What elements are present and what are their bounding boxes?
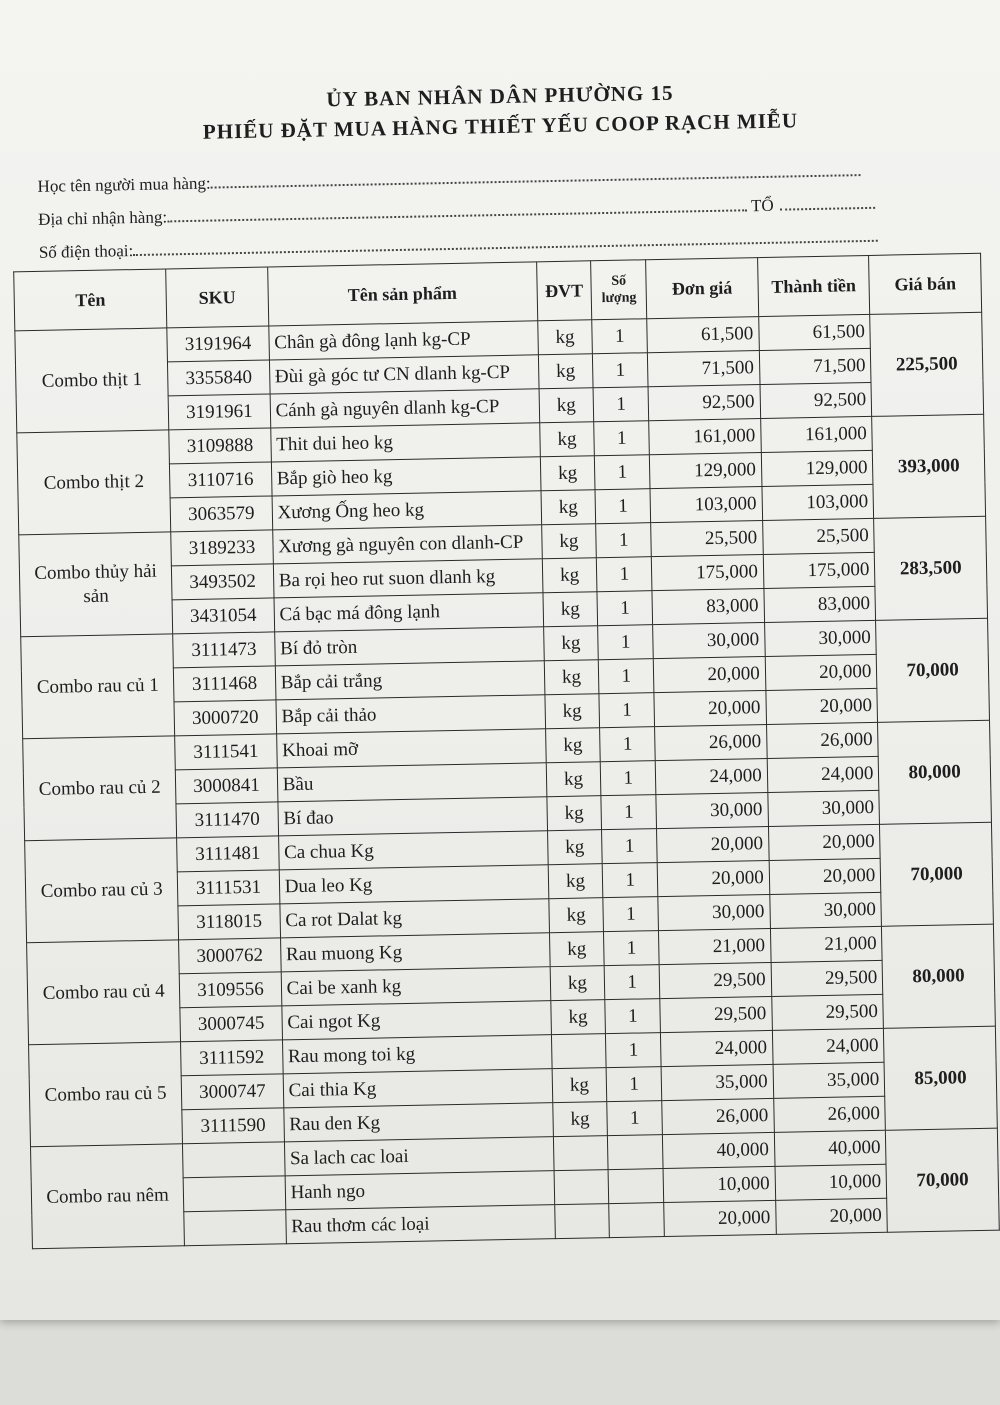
unit-price-cell: 29,500 bbox=[660, 996, 772, 1032]
amount-cell: 20,000 bbox=[775, 1198, 887, 1234]
sku-cell bbox=[184, 1210, 286, 1246]
product-name-cell: Dua leo Kg bbox=[279, 865, 548, 904]
header-sku: SKU bbox=[166, 267, 269, 328]
combo-sale-price-cell: 80,000 bbox=[882, 924, 996, 1028]
unit-price-cell: 20,000 bbox=[653, 657, 765, 693]
unit-price-cell: 29,500 bbox=[659, 962, 771, 998]
sku-cell: 3355840 bbox=[168, 360, 270, 396]
amount-cell: 29,500 bbox=[771, 960, 883, 996]
quantity-cell: 1 bbox=[600, 727, 655, 762]
issuer-title: ỦY BAN NHÂN DÂN PHƯỜNG 15 bbox=[326, 80, 674, 112]
unit-cell: kg bbox=[541, 524, 596, 559]
quantity-cell bbox=[609, 1203, 664, 1238]
form-title: PHIẾU ĐẶT MUA HÀNG THIẾT YẾU COOP RẠCH MIỄU bbox=[202, 108, 799, 144]
buyer-name-blank bbox=[210, 162, 860, 188]
combo-name-cell: Combo rau củ 2 bbox=[23, 736, 177, 841]
header-unit-price: Đơn giá bbox=[646, 258, 759, 319]
combo-sale-price-cell: 85,000 bbox=[884, 1026, 998, 1130]
sku-cell: 3118015 bbox=[178, 904, 280, 940]
product-name-cell: Xương gà nguyên con dlanh-CP bbox=[272, 525, 541, 564]
quantity-cell: 1 bbox=[606, 1067, 661, 1102]
sku-cell: 3109556 bbox=[179, 972, 281, 1008]
product-name-cell: Ca chua Kg bbox=[278, 831, 547, 870]
unit-price-cell: 175,000 bbox=[651, 555, 763, 591]
unit-price-cell: 30,000 bbox=[653, 623, 765, 659]
unit-price-cell: 103,000 bbox=[650, 487, 762, 523]
unit-price-cell: 20,000 bbox=[657, 860, 769, 896]
unit-price-cell: 92,500 bbox=[648, 385, 760, 421]
sku-cell bbox=[183, 1176, 285, 1212]
sku-cell: 3111470 bbox=[176, 802, 278, 838]
buyer-name-field bbox=[37, 161, 860, 197]
product-name-cell: Rau den Kg bbox=[283, 1103, 552, 1142]
quantity-cell bbox=[608, 1135, 663, 1170]
quantity-cell: 1 bbox=[596, 523, 651, 558]
header-qty: Số lượng bbox=[591, 260, 647, 320]
combo-sale-price-cell: 393,000 bbox=[872, 414, 986, 518]
unit-cell: kg bbox=[545, 728, 600, 763]
sku-cell: 3111592 bbox=[181, 1040, 283, 1076]
quantity-cell: 1 bbox=[603, 897, 658, 932]
product-name-cell: Ba rọi heo rut suon dlanh kg bbox=[273, 559, 542, 598]
quantity-cell: 1 bbox=[605, 999, 660, 1034]
quantity-cell: 1 bbox=[599, 659, 654, 694]
sku-cell: 3191961 bbox=[168, 394, 270, 430]
product-name-cell: Bầu bbox=[277, 763, 546, 802]
amount-cell: 20,000 bbox=[768, 824, 880, 860]
amount-cell: 29,500 bbox=[771, 994, 883, 1030]
group-label: TỔ bbox=[750, 195, 774, 216]
quantity-cell: 1 bbox=[604, 965, 659, 1000]
combo-name-cell: Combo rau nêm bbox=[31, 1144, 185, 1249]
unit-price-cell: 21,000 bbox=[659, 928, 771, 964]
unit-cell: kg bbox=[548, 898, 603, 933]
sku-cell: 3110716 bbox=[170, 462, 272, 498]
quantity-cell: 1 bbox=[594, 421, 649, 456]
amount-cell: 30,000 bbox=[768, 790, 880, 826]
combo-sale-price-cell: 80,000 bbox=[878, 720, 992, 824]
combo-name-cell: Combo thịt 2 bbox=[17, 430, 171, 535]
product-name-cell: Xương Ống heo kg bbox=[272, 491, 541, 530]
unit-cell: kg bbox=[548, 864, 603, 899]
sku-cell: 3111531 bbox=[177, 870, 279, 906]
combo-name-cell: Combo thủy hải sản bbox=[19, 532, 173, 637]
unit-cell: kg bbox=[550, 1000, 605, 1035]
quantity-cell: 1 bbox=[601, 795, 656, 830]
sku-cell bbox=[183, 1142, 285, 1178]
sku-cell: 3000745 bbox=[180, 1006, 282, 1042]
combo-name-cell: Combo thịt 1 bbox=[15, 328, 169, 433]
unit-cell: kg bbox=[540, 456, 595, 491]
unit-price-cell: 71,500 bbox=[648, 351, 760, 387]
unit-price-cell: 10,000 bbox=[663, 1166, 775, 1202]
product-name-cell: Chân gà đông lạnh kg-CP bbox=[268, 321, 537, 360]
product-name-cell: Ca rot Dalat kg bbox=[280, 899, 549, 938]
amount-cell: 20,000 bbox=[769, 858, 881, 894]
sku-cell: 3063579 bbox=[170, 496, 272, 532]
sku-cell: 3000720 bbox=[174, 700, 276, 736]
unit-price-cell: 161,000 bbox=[649, 419, 761, 455]
sku-cell: 3111541 bbox=[175, 734, 277, 770]
address-label: Địa chỉ nhận hàng: bbox=[38, 207, 168, 229]
amount-cell: 26,000 bbox=[766, 722, 878, 758]
amount-cell: 25,500 bbox=[762, 518, 874, 554]
product-name-cell: Cai ngot Kg bbox=[282, 1001, 551, 1040]
amount-cell: 21,000 bbox=[770, 926, 882, 962]
unit-price-cell: 35,000 bbox=[661, 1064, 773, 1100]
amount-cell: 129,000 bbox=[761, 450, 873, 486]
quantity-cell: 1 bbox=[602, 829, 657, 864]
combo-sale-price-cell: 70,000 bbox=[886, 1128, 1000, 1232]
quantity-cell: 1 bbox=[599, 693, 654, 728]
unit-cell: kg bbox=[550, 966, 605, 1001]
unit-cell: kg bbox=[544, 694, 599, 729]
quantity-cell: 1 bbox=[593, 353, 648, 388]
unit-price-cell: 20,000 bbox=[657, 826, 769, 862]
combo-sale-price-cell: 225,500 bbox=[870, 312, 984, 416]
unit-cell: kg bbox=[539, 388, 594, 423]
combo-sale-price-cell: 70,000 bbox=[876, 618, 990, 722]
quantity-cell: 1 bbox=[598, 625, 653, 660]
combo-sale-price-cell: 70,000 bbox=[880, 822, 994, 926]
group-blank bbox=[779, 195, 874, 211]
amount-cell: 35,000 bbox=[773, 1062, 885, 1098]
product-name-cell: Bắp cải trắng bbox=[275, 661, 544, 700]
unit-cell: kg bbox=[539, 422, 594, 457]
amount-cell: 30,000 bbox=[764, 620, 876, 656]
unit-price-cell: 26,000 bbox=[655, 725, 767, 761]
buyer-name-label: Học tên người mua hàng: bbox=[37, 173, 211, 196]
quantity-cell: 1 bbox=[592, 319, 647, 354]
amount-cell: 30,000 bbox=[770, 892, 882, 928]
product-name-cell: Cá bạc má đông lạnh bbox=[274, 593, 543, 632]
unit-cell: kg bbox=[546, 796, 601, 831]
amount-cell: 83,000 bbox=[764, 586, 876, 622]
order-table-body bbox=[15, 312, 999, 1248]
amount-cell: 20,000 bbox=[765, 654, 877, 690]
amount-cell: 26,000 bbox=[773, 1096, 885, 1132]
unit-price-cell: 24,000 bbox=[655, 758, 767, 794]
unit-price-cell: 30,000 bbox=[658, 894, 770, 930]
header-unit: ĐVT bbox=[536, 261, 592, 321]
amount-cell: 24,000 bbox=[767, 756, 879, 792]
quantity-cell bbox=[608, 1169, 663, 1204]
product-name-cell: Rau thơm các loại bbox=[285, 1205, 554, 1244]
sku-cell: 3431054 bbox=[172, 598, 274, 634]
quantity-cell: 1 bbox=[595, 455, 650, 490]
quantity-cell: 1 bbox=[597, 557, 652, 592]
order-table bbox=[13, 253, 1000, 1249]
product-name-cell: Cai thia Kg bbox=[283, 1069, 552, 1108]
amount-cell: 24,000 bbox=[772, 1028, 884, 1064]
combo-name-cell: Combo rau củ 4 bbox=[27, 940, 181, 1045]
unit-price-cell: 83,000 bbox=[652, 589, 764, 625]
unit-cell: kg bbox=[543, 592, 598, 627]
header-ten: Tên bbox=[14, 269, 167, 331]
quantity-cell: 1 bbox=[607, 1101, 662, 1136]
combo-name-cell: Combo rau củ 3 bbox=[25, 838, 179, 943]
product-name-cell: Hanh ngo bbox=[285, 1171, 554, 1210]
product-name-cell: Đùi gà góc tư CN dlanh kg-CP bbox=[269, 355, 538, 394]
unit-price-cell: 61,500 bbox=[647, 317, 759, 353]
amount-cell: 103,000 bbox=[762, 484, 874, 520]
sku-cell: 3493502 bbox=[172, 564, 274, 600]
sku-cell: 3189233 bbox=[171, 530, 273, 566]
unit-cell: kg bbox=[544, 660, 599, 695]
unit-cell bbox=[553, 1136, 608, 1171]
sku-cell: 3000747 bbox=[181, 1074, 283, 1110]
amount-cell: 40,000 bbox=[774, 1130, 886, 1166]
product-name-cell: Bắp cải thảo bbox=[276, 695, 545, 734]
address-field bbox=[38, 194, 875, 230]
sku-cell: 3111590 bbox=[182, 1108, 284, 1144]
unit-cell: kg bbox=[552, 1102, 607, 1137]
unit-cell bbox=[554, 1204, 609, 1239]
unit-cell: kg bbox=[537, 320, 592, 355]
unit-price-cell: 20,000 bbox=[664, 1200, 776, 1236]
quantity-cell: 1 bbox=[597, 591, 652, 626]
unit-cell: kg bbox=[552, 1068, 607, 1103]
unit-price-cell: 129,000 bbox=[649, 453, 761, 489]
unit-price-cell: 20,000 bbox=[654, 691, 766, 727]
amount-cell: 161,000 bbox=[760, 416, 872, 452]
phone-label: Số điện thoại: bbox=[38, 241, 134, 262]
sku-cell: 3111473 bbox=[173, 632, 275, 668]
sku-cell: 3000762 bbox=[179, 938, 281, 974]
header-amount: Thành tiền bbox=[757, 255, 870, 316]
combo-name-cell: Combo rau củ 1 bbox=[21, 634, 175, 739]
sku-cell: 3111468 bbox=[174, 666, 276, 702]
quantity-cell: 1 bbox=[593, 387, 648, 422]
phone-blank bbox=[133, 228, 878, 256]
product-name-cell: Khoai mỡ bbox=[276, 729, 545, 768]
header-product: Tên sản phẩm bbox=[267, 262, 537, 326]
amount-cell: 61,500 bbox=[758, 314, 870, 350]
product-name-cell: Sa lach cac loai bbox=[284, 1137, 553, 1176]
product-name-cell: Cai be xanh kg bbox=[281, 967, 550, 1006]
unit-cell bbox=[551, 1034, 606, 1069]
unit-price-cell: 24,000 bbox=[661, 1030, 773, 1066]
product-name-cell: Cánh gà nguyên dlanh kg-CP bbox=[270, 389, 539, 428]
combo-name-cell: Combo rau củ 5 bbox=[29, 1042, 183, 1147]
address-blank bbox=[167, 197, 747, 222]
amount-cell: 92,500 bbox=[760, 382, 872, 418]
quantity-cell: 1 bbox=[604, 931, 659, 966]
unit-price-cell: 40,000 bbox=[663, 1132, 775, 1168]
unit-cell: kg bbox=[549, 932, 604, 967]
quantity-cell: 1 bbox=[606, 1033, 661, 1068]
unit-cell bbox=[554, 1170, 609, 1205]
product-name-cell: Rau muong Kg bbox=[280, 933, 549, 972]
amount-cell: 175,000 bbox=[763, 552, 875, 588]
unit-cell: kg bbox=[546, 762, 601, 797]
amount-cell: 10,000 bbox=[775, 1164, 887, 1200]
header-sale-price: Giá bán bbox=[869, 253, 982, 314]
unit-cell: kg bbox=[538, 354, 593, 389]
amount-cell: 20,000 bbox=[766, 688, 878, 724]
unit-cell: kg bbox=[547, 830, 602, 865]
combo-sale-price-cell: 283,500 bbox=[874, 516, 988, 620]
sku-cell: 3000841 bbox=[176, 768, 278, 804]
unit-price-cell: 26,000 bbox=[662, 1098, 774, 1134]
product-name-cell: Thit dui heo kg bbox=[270, 423, 539, 462]
quantity-cell: 1 bbox=[595, 489, 650, 524]
sku-cell: 3191964 bbox=[167, 326, 269, 362]
unit-price-cell: 30,000 bbox=[656, 792, 768, 828]
unit-cell: kg bbox=[542, 558, 597, 593]
quantity-cell: 1 bbox=[601, 761, 656, 796]
amount-cell: 71,500 bbox=[759, 348, 871, 384]
product-name-cell: Bí đao bbox=[278, 797, 547, 836]
unit-price-cell: 25,500 bbox=[651, 521, 763, 557]
unit-cell: kg bbox=[543, 626, 598, 661]
sku-cell: 3109888 bbox=[169, 428, 271, 464]
sku-cell: 3111481 bbox=[177, 836, 279, 872]
quantity-cell: 1 bbox=[603, 863, 658, 898]
unit-cell: kg bbox=[541, 490, 596, 525]
product-name-cell: Bắp giò heo kg bbox=[271, 457, 540, 496]
product-name-cell: Bí đỏ tròn bbox=[274, 627, 543, 666]
product-name-cell: Rau mong toi kg bbox=[282, 1035, 551, 1074]
